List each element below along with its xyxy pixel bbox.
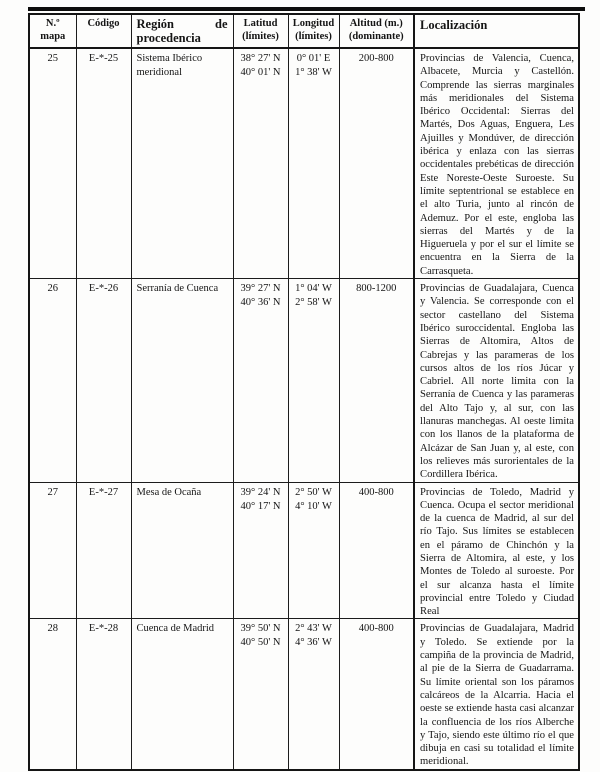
table-row bbox=[29, 619, 579, 770]
header-num-line2: mapa bbox=[40, 31, 66, 42]
cell-longitud: 0° 01' E 1° 38' W bbox=[288, 48, 339, 279]
cell-altitud: 200-800 bbox=[339, 48, 414, 279]
cell-codigo: E-*-25 bbox=[76, 48, 131, 279]
header-num-mapa bbox=[29, 14, 76, 48]
header-num-line1: N.º bbox=[45, 18, 60, 29]
cell-region: Serranía de Cuenca bbox=[131, 279, 233, 482]
cell-localizacion: Provincias de Valencia, Cuenca, Albacete, Murcia y Castellón. Comprende las sierras marginales más meridionales del Sistema Ibérico Occidental: Sierras del Martés, Dos Aguas, Enguera, Les Ajuilles y Mondúver, de dirección ibérica y enlaza con las sierras occidentales prebéticas de dirección Este Noreste-Oeste Suroeste. Su límite septentrional se establece en el alto Turia, junto al rincón de Ademuz. Por el este, engloba las sierras del Martés y de la Higueruela y por el sur el límite se encuentra en la Sierra de la Carrasqueta. bbox=[414, 48, 579, 279]
cell-longitud: 2° 43' W 4° 36' W bbox=[288, 619, 339, 770]
cell-region: Cuenca de Madrid bbox=[131, 619, 233, 770]
cell-latitud: 38° 27' N 40° 01' N bbox=[233, 48, 288, 279]
cell-latitud: 39° 50' N 40° 50' N bbox=[233, 619, 288, 770]
header-region-word2: de bbox=[215, 17, 228, 31]
cell-region: Mesa de Ocaña bbox=[131, 482, 233, 619]
header-altitud: Altitud (m.) (dominante) bbox=[339, 14, 414, 48]
header-longitud: Longitud (límites) bbox=[288, 14, 339, 48]
cell-altitud: 800-1200 bbox=[339, 279, 414, 482]
cell-region: Sistema Ibérico meridional bbox=[131, 48, 233, 279]
header-localizacion: Localización bbox=[414, 14, 579, 48]
cell-num-mapa: 28 bbox=[29, 619, 76, 770]
cell-latitud: 39° 27' N 40° 36' N bbox=[233, 279, 288, 482]
table-row bbox=[29, 48, 579, 279]
cell-codigo: E-*-27 bbox=[76, 482, 131, 619]
cell-localizacion: Provincias de Toledo, Madrid y Cuenca. Ocupa el sector meridional de la cuenca de Madrid, al sur del río Tajo. Sus límites se establecen en el páramo de Chinchón y la Sierra de Altomira, al este, y los Montes de Toledo al suroeste. Por el sur alcanza hasta el límite provincial entre Toledo y Ciudad Real bbox=[414, 482, 579, 619]
top-rule-divider bbox=[28, 7, 585, 11]
header-latitud: Latitud (límites) bbox=[233, 14, 288, 48]
header-region-word1: Región bbox=[136, 17, 174, 31]
regions-table bbox=[28, 13, 580, 771]
cell-localizacion: Provincias de Guadalajara, Madrid y Toledo. Se extiende por la campiña de la provincia de Madrid, al pie de la Sierra de Guadarrama. Su límite oriental son los páramos calcáreos de la Alcarria. Hacia el oeste se extiende hasta casi alcanzar la confluencia de los ríos Alberche y Tajo, siendo este último río el que dibuja en casi su totalidad el límite meridional. bbox=[414, 619, 579, 770]
table-header-row bbox=[29, 14, 579, 48]
cell-altitud: 400-800 bbox=[339, 619, 414, 770]
cell-localizacion: Provincias de Guadalajara, Cuenca y Valencia. Se corresponde con el sector castellano del Sistema Ibérico suroccidental. Engloba las Sierras de Altomira, Altos de Cabrejas y las parameras de los cursos altos de los ríos Júcar y Cabriel. All norte limita con la Serranía de Cuenca y las parameras del Alto Tajo y, al sur, con las llanuras manchegas. Al oeste limita con los llanos de la plataforma de Alcázar de San Juan y, al este, con los relieves más surorientales de la Cordillera Ibérica. bbox=[414, 279, 579, 482]
header-codigo: Código bbox=[76, 14, 131, 48]
header-region bbox=[131, 14, 233, 48]
header-region-line2: procedencia bbox=[136, 31, 201, 45]
cell-codigo: E-*-28 bbox=[76, 619, 131, 770]
cell-longitud: 1° 04' W 2° 58' W bbox=[288, 279, 339, 482]
cell-codigo: E-*-26 bbox=[76, 279, 131, 482]
cell-altitud: 400-800 bbox=[339, 482, 414, 619]
cell-num-mapa: 26 bbox=[29, 279, 76, 482]
table-row bbox=[29, 482, 579, 619]
cell-num-mapa: 27 bbox=[29, 482, 76, 619]
cell-num-mapa: 25 bbox=[29, 48, 76, 279]
cell-longitud: 2° 50' W 4° 10' W bbox=[288, 482, 339, 619]
table-row bbox=[29, 279, 579, 482]
cell-latitud: 39° 24' N 40° 17' N bbox=[233, 482, 288, 619]
